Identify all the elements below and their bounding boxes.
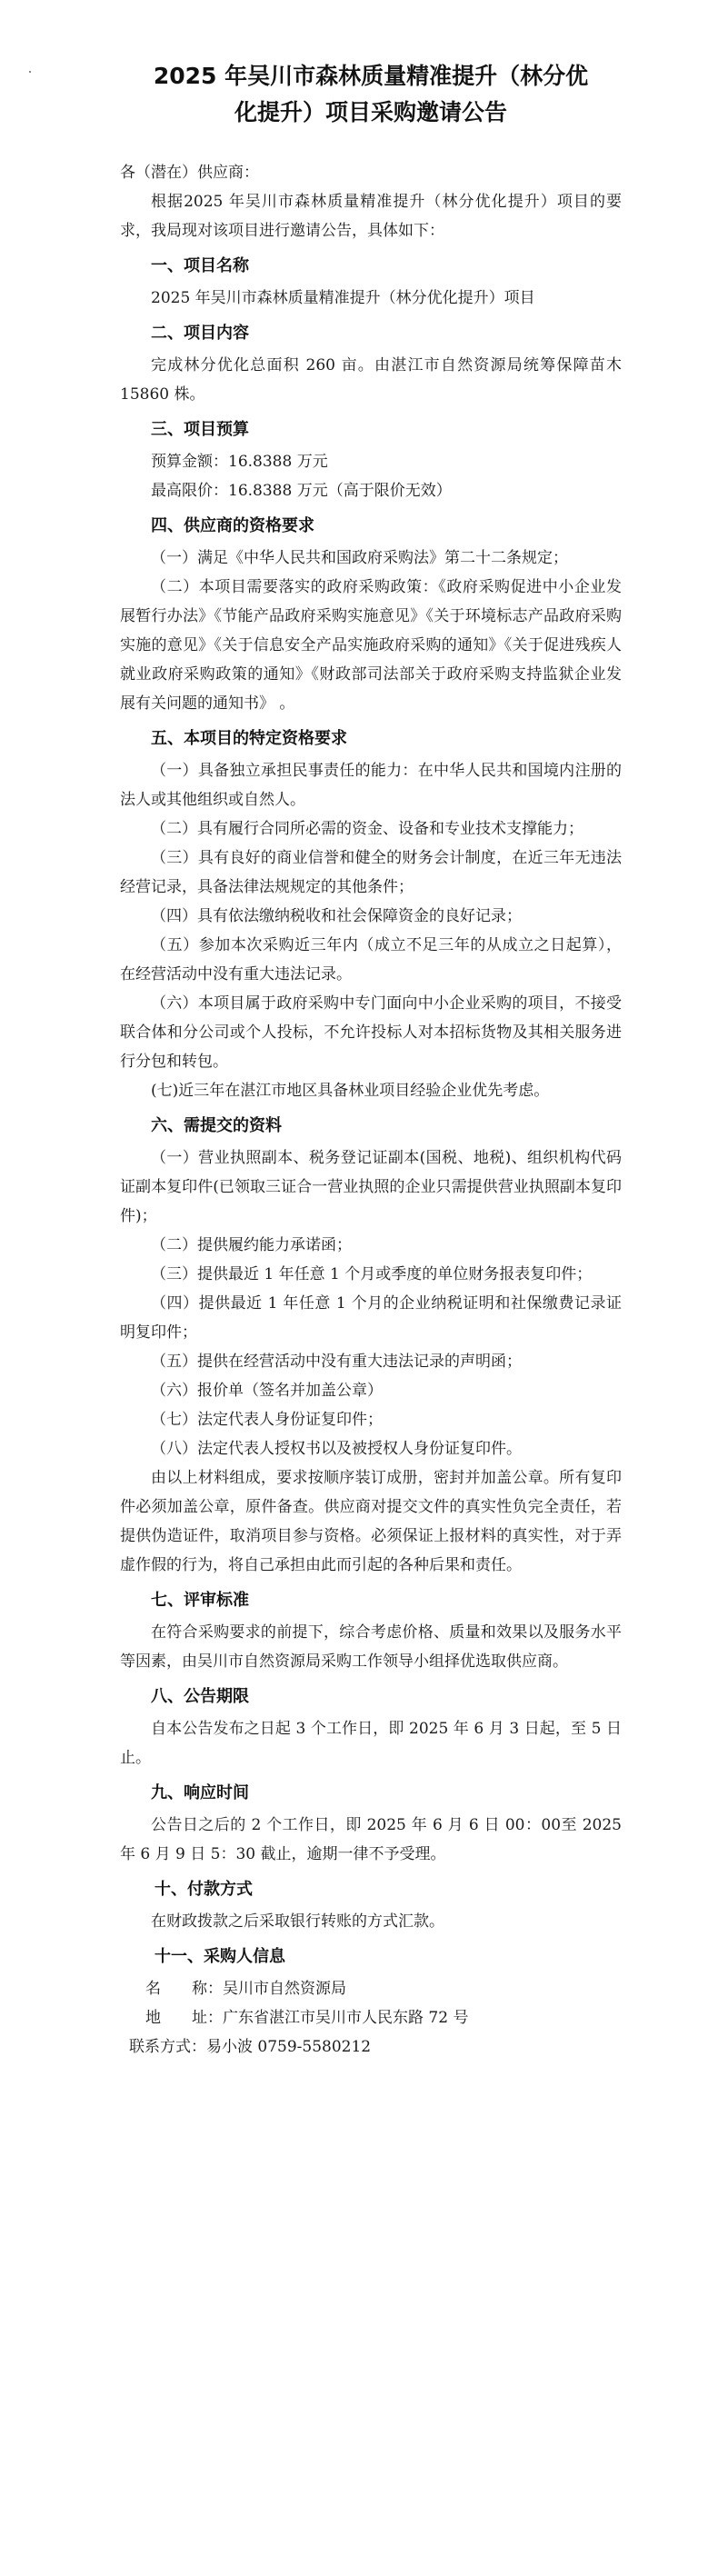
list-item: （一）满足《中华人民共和国政府采购法》第二十二条规定；: [151, 549, 568, 567]
list-item: （六）报价单（签名并加盖公章）: [151, 1382, 383, 1400]
scan-mark: [29, 71, 31, 73]
list-item: （三）提供最近 1 年任意 1 个月或季度的单位财务报表复印件；: [151, 1265, 593, 1283]
section-heading-evaluation-criteria: 七、评审标准: [151, 1591, 249, 1610]
section-heading-supplier-qualifications: 四、供应商的资格要求: [151, 516, 314, 535]
list-item: （一）具备独立承担民事责任的能力：在中华人民共和国境内注册的法人或其他组织或自然人。: [120, 762, 622, 809]
evaluation-criteria-text: 在符合采购要求的前提下，综合考虑价格、质量和效果以及服务水平等因素，由吴川市自然资源局采购工作领导小组择优选取供应商。: [120, 1623, 622, 1671]
section-heading-announcement-period: 八、公告期限: [151, 1687, 249, 1706]
max-price: 最高限价：16.8388 万元（高于限价无效）: [151, 482, 452, 500]
section-heading-budget: 三、项目预算: [151, 420, 249, 439]
page-title: [120, 58, 622, 131]
title-line-1: 2025 年吴川市森林质量精准提升（林分优: [153, 63, 589, 89]
title-line-2: 化提升）项目采购邀请公告: [234, 99, 507, 125]
payment-method-text: 在财政拨款之后采取银行转账的方式汇款。: [151, 1912, 444, 1931]
section-heading-project-name: 一、项目名称: [151, 256, 249, 275]
list-item: （四）提供最近 1 年任意 1 个月的企业纳税证明和社保缴费记录证明复印件；: [120, 1294, 622, 1342]
list-item: （五）参加本次采购近三年内（成立不足三年的从成立之日起算），在经营活动中没有重大违法记录。: [120, 936, 622, 983]
list-item: （二）具有履行合同所必需的资金、设备和专业技术支撑能力；: [151, 820, 583, 838]
list-item: （四）具有依法缴纳税收和社会保障资金的良好记录；: [151, 907, 522, 925]
list-item: (七)近三年在湛江市地区具备林业项目经验企业优先考虑。: [151, 1082, 550, 1100]
response-time-text: 公告日之后的 2 个工作日，即 2025 年 6 月 6 日 00：00至 2025 年 6 月 9 日 5：30 截止，逾期一律不予受理。: [120, 1816, 622, 1863]
budget-amount: 预算金额：16.8388 万元: [151, 453, 328, 471]
purchaser-contact: 联系方式：易小波 0759-5580212: [129, 2038, 372, 2056]
list-item: （二）本项目需要落实的政府采购政策：《政府采购促进中小企业发展暂行办法》《节能产品政府采购实施意见》《关于环境标志产品政府采购实施的意见》《关于信息安全产品实施政府采购的通知》《关于促进残疾人就业政府采购政策的通知》《财政部司法部关于政府采购支持监狱企业发展有关问题的通知书》 。: [120, 578, 622, 713]
documents-note: 由以上材料组成，要求按顺序装订成册，密封并加盖公章。所有复印件必须加盖公章，原件备查。供应商对提交文件的真实性负完全责任，若提供伪造证件，取消项目参与资格。必须保证上报材料的真实性，对于弄虚作假的行为，将自己承担由此而引起的各种后果和责任。: [120, 1469, 622, 1574]
purchaser-address: 地 址：广东省湛江市吴川市人民东路 72 号: [145, 2009, 469, 2027]
list-item: （八）法定代表人授权书以及被授权人身份证复印件。: [151, 1440, 522, 1458]
project-name-text: 2025 年吴川市森林质量精准提升（林分优化提升）项目: [151, 289, 535, 307]
intro-paragraph: 根据2025 年吴川市森林质量精准提升（林分优化提升）项目的要求，我局现对该项目进行邀请公告，具体如下：: [120, 193, 622, 240]
list-item: （一）营业执照副本、税务登记证副本(国税、地税)、组织机构代码证副本复印件(已领取三证合一营业执照的企业只需提供营业执照副本复印件)；: [120, 1149, 622, 1225]
announcement-period-text: 自本公告发布之日起 3 个工作日，即 2025 年 6 月 3 日起，至 5 日止。: [120, 1720, 622, 1767]
list-item: （三）具有良好的商业信誉和健全的财务会计制度，在近三年无违法经营记录，具备法律法规规定的其他条件；: [120, 849, 622, 896]
section-heading-required-documents: 六、需提交的资料: [151, 1116, 282, 1135]
list-item: （五）提供在经营活动中没有重大违法记录的声明函；: [151, 1353, 522, 1371]
list-item: （七）法定代表人身份证复印件；: [151, 1411, 383, 1429]
section-heading-specific-qualifications: 五、本项目的特定资格要求: [151, 729, 347, 748]
salutation: 各（潜在）供应商：: [120, 164, 259, 182]
section-heading-project-content: 二、项目内容: [151, 324, 249, 343]
project-content-text: 完成林分优化总面积 260 亩。由湛江市自然资源局统筹保障苗木 15860 株。: [120, 356, 622, 404]
purchaser-name: 名 称：吴川市自然资源局: [145, 1980, 346, 1998]
section-heading-response-time: 九、响应时间: [151, 1783, 249, 1802]
list-item: （六）本项目属于政府采购中专门面向中小企业采购的项目，不接受联合体和分公司或个人投标，不允许投标人对本招标货物及其相关服务进行分包和转包。: [120, 994, 622, 1071]
section-heading-payment-method: 十、付款方式: [155, 1880, 253, 1899]
section-heading-purchaser-info: 十一、采购人信息: [155, 1947, 285, 1966]
list-item: （二）提供履约能力承诺函；: [151, 1236, 352, 1254]
